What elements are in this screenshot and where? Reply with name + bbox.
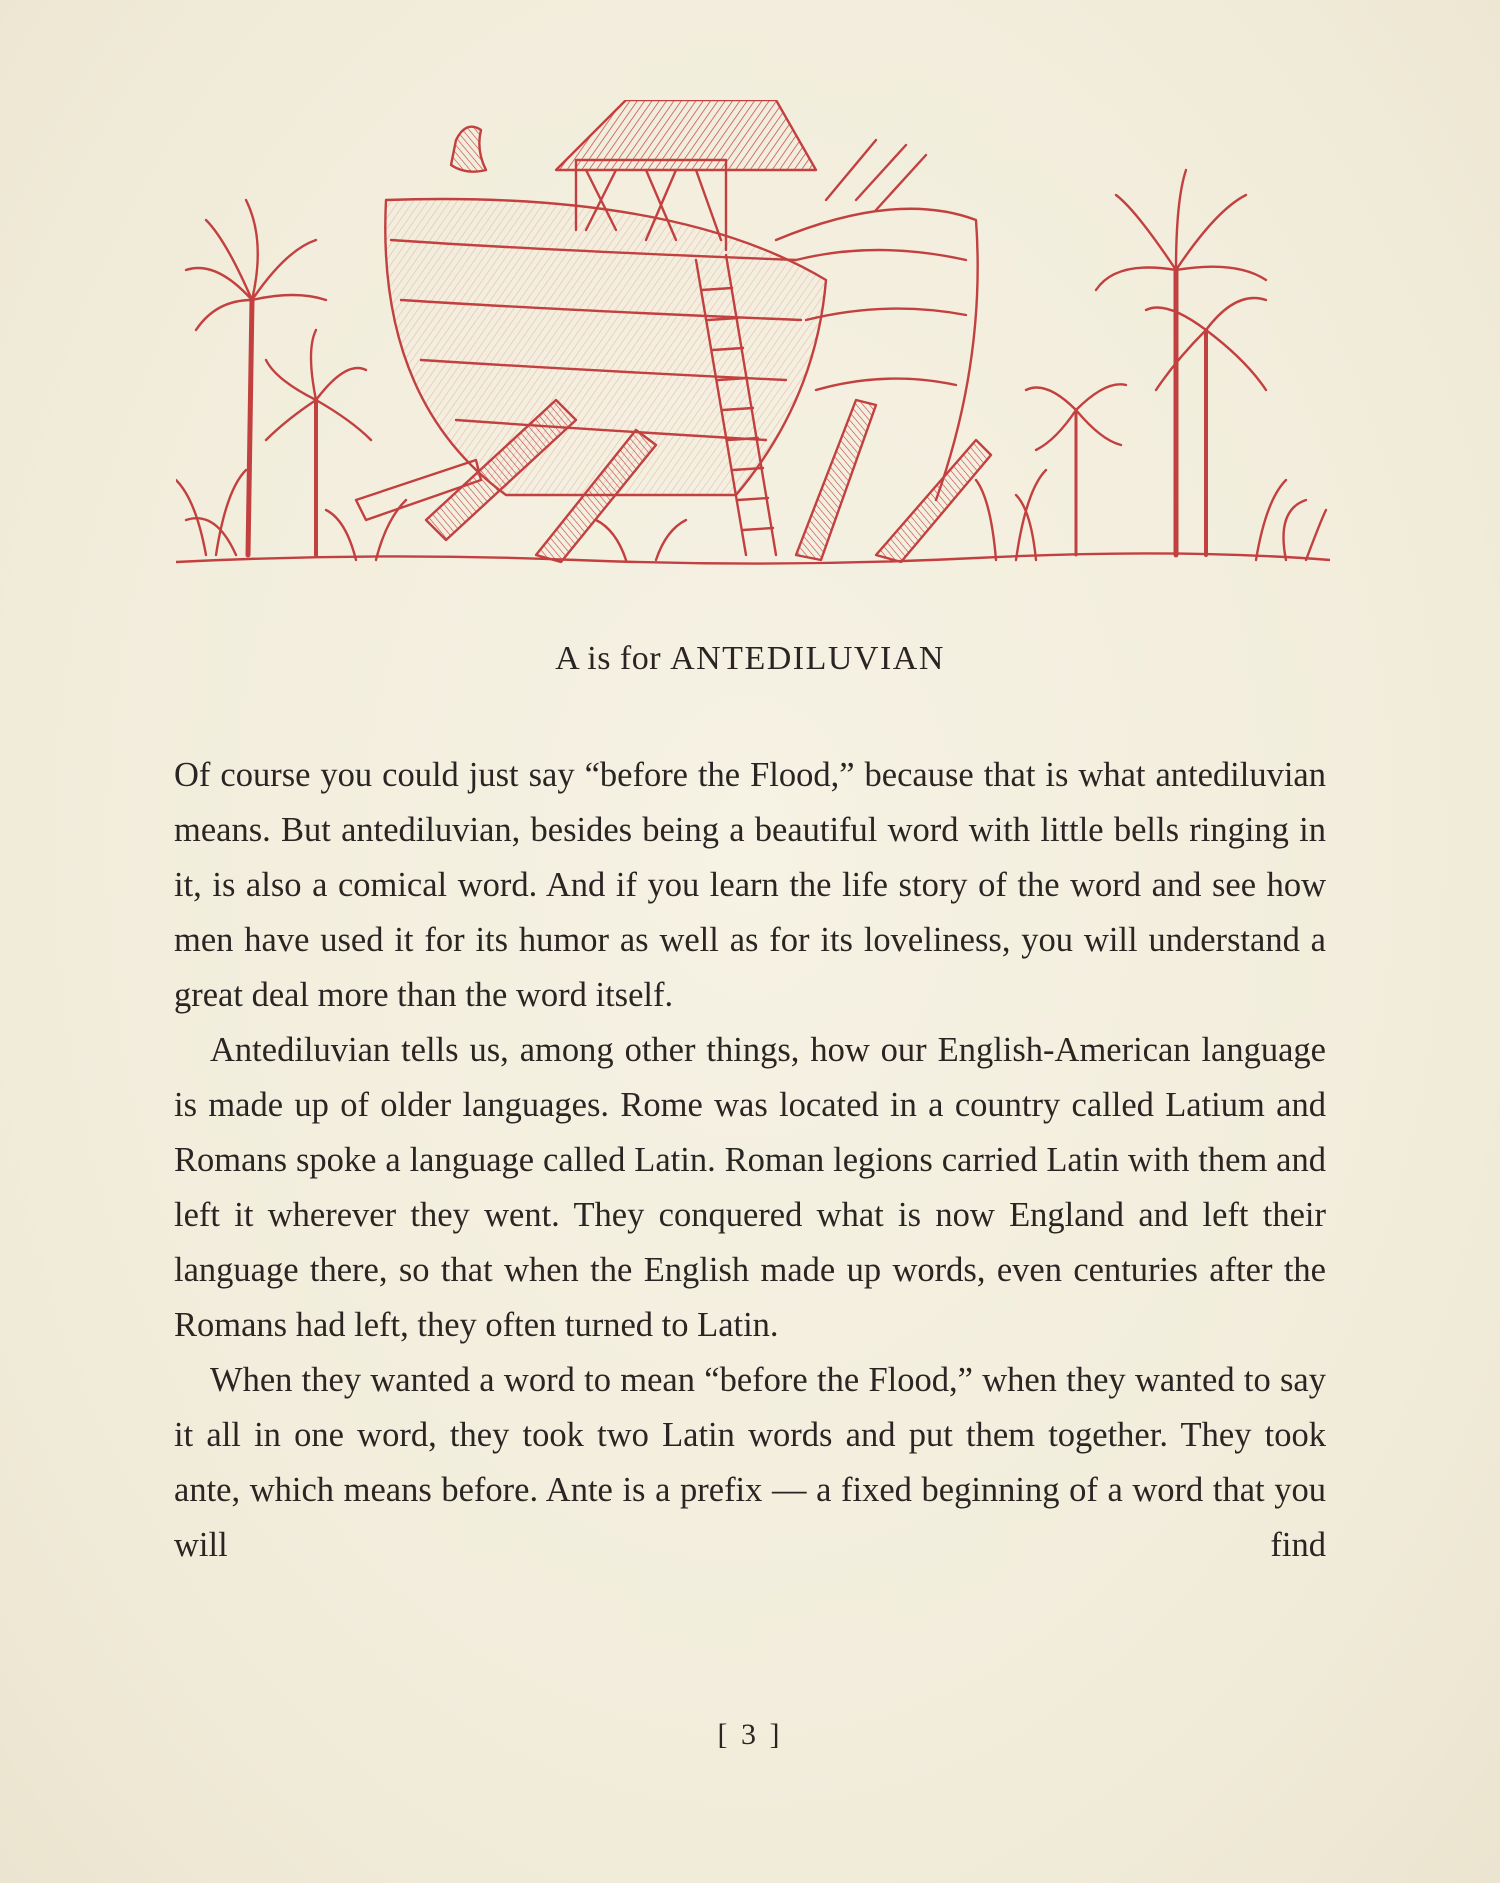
- paragraph-3: When they wanted a word to mean “before the Flood,” when they wanted to say it all in one word, they took two Latin words and put them together. They took ante, which means before. Ante is a prefix — a fixed beginning of a word that you will find: [174, 1361, 1326, 1564]
- paragraph-2: Antediluvian tells us, among other things, how our English-American language is made up of older languages. Rome was located in a country called Latium and Romans spoke a language called Latin. Roman legions carried Latin with them and left it wherever they went. They conquered what is now England and left their language there, so that when the English made up words, even centuries after the Romans had left, they often turned to Latin.: [174, 1031, 1326, 1344]
- paragraph-1: Of course you could just say “before the Flood,” because that is what antediluvian means. But antediluvian, besides being a beautiful word with little bells ringing in it, is also a comical word. And if you learn the life story of the word and see how men have used it for its humor as well as for its loveliness, you will understand a great deal more than the word itself.: [174, 756, 1326, 1014]
- heading-word: ANTEDILUVIAN: [670, 640, 945, 677]
- chapter-heading: [0, 640, 1500, 678]
- heading-prefix: A is for: [555, 640, 662, 677]
- ark-illustration: [176, 100, 1330, 570]
- body-text: [174, 748, 1326, 1573]
- page-number: [ 3 ]: [717, 1718, 783, 1751]
